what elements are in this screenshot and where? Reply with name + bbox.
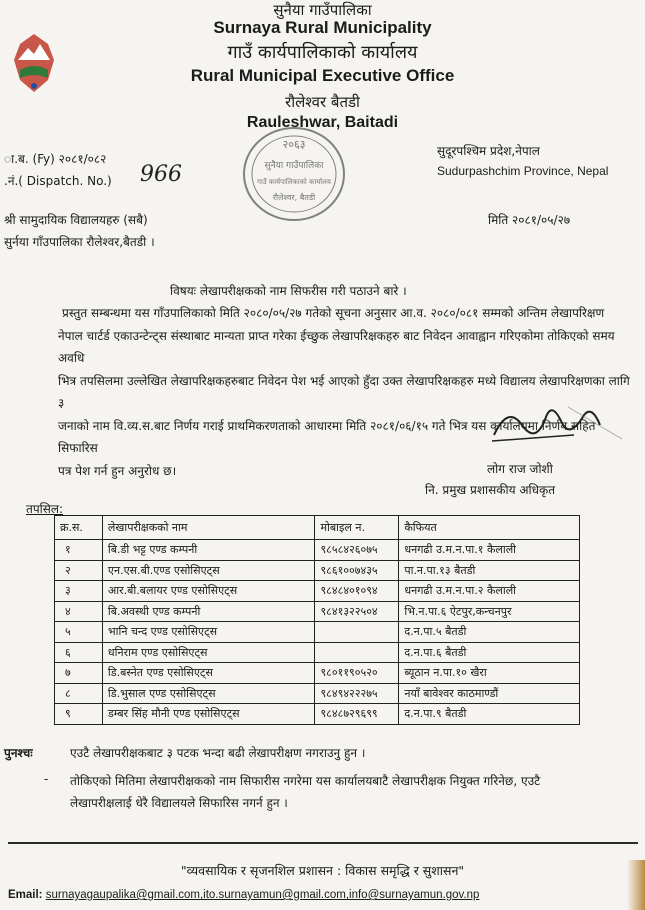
svg-text:२०६३: २०६३	[282, 138, 306, 151]
recipient-line-2: सुर्नया गाँउपालिका रौलेश्वर,बैतडी ।	[4, 235, 155, 249]
office-seal-stamp	[238, 118, 350, 230]
email-label: Email:	[8, 889, 43, 901]
municipality-name-np: सुनैया गाउँपालिका	[273, 1, 372, 19]
table-row: २ एन.एस.बी.एण्ड एसोसिएट्स ९८६१००७४३५ पा.न.पा.१३ बैतडी	[55, 560, 580, 581]
footer-divider	[8, 842, 638, 844]
postscript-note-1: एउटै लेखापरीक्षकबाट ३ पटक भन्दा बढी लेखापरीक्षण नगराउनु हुन ।	[70, 746, 366, 760]
body-line: नेपाल चार्टर्ड एकाउन्टेन्ट्स संस्थाबाट मान्यता प्राप्त गरेका ईच्छुक लेखापरिक्षकहरु बाट निवेदन आवाह्वान गरिएकोमा तोकिएको समय अवधि	[58, 328, 615, 365]
page-edge-shadow	[627, 860, 645, 910]
table-row: ५ भानि चन्द एण्ड एसोसिएट्स द.न.पा.५ बैतडी	[55, 622, 580, 643]
svg-text:रौलेश्वर, बैतडी: रौलेश्वर, बैतडी	[272, 193, 316, 202]
table-row: ७ डि.बस्नेत एण्ड एसोसिएट्स ९८०११९०५२० ब्यूठान न.पा.१० खैरा	[55, 663, 580, 684]
email-link[interactable]: surnayagaupalika@gmail.com,ito.surnayamun@gmail.com,info@surnayamun.gov.np	[45, 889, 480, 901]
office-name-np: गाउँ कार्यपालिकाको कार्यालय	[227, 42, 418, 63]
office-name-en: Rural Municipal Executive Office	[190, 66, 455, 85]
svg-text:गाउँ कार्यपालिकाको कार्यालय: गाउँ कार्यपालिकाको कार्यालय	[257, 178, 331, 186]
table-row: ४ बि.अवस्थी एण्ड कम्पनी ९८४१३२२५०४ भि.न.पा.६ ऐटपुर,कन्चनपुर	[55, 601, 580, 622]
col-header-auditor-name: लेखापरीक्षकको नाम	[102, 516, 315, 540]
recipient-line-1: श्री सामुदायिक विद्यालयहरु (सबै)	[4, 213, 148, 227]
table-row: ९ डम्बर सिंह मौनी एण्ड एसोसिएट्स ९८४८७२९६९९ द.न.पा.९ बैतडी	[55, 704, 580, 725]
footer-email-line	[8, 889, 479, 901]
place-en: Rauleshwar, Baitadi	[246, 114, 399, 131]
postscript-note-2-line-2: लेखापरीक्षलाई धेरै विद्यालयले सिफारिस नगर्न हुन ।	[70, 796, 288, 810]
province-np: सुदूरपश्चिम प्रदेश,नेपाल	[437, 144, 540, 158]
col-header-mobile: मोबाइल न.	[315, 516, 399, 540]
dispatch-number-handwritten: 966	[140, 162, 182, 187]
body-line: प्रस्तुत सम्बन्धमा यस गाँउपालिकाको मिति २०८०/०५/२७ गतेको सूचना अनुसार आ.व. २०८०/०८१ सम्मको अन्तिम लेखापरिक्षण	[62, 306, 605, 320]
postscript-note-2-line-1: तोकिएको मितिमा लेखापरीक्षकको नाम सिफारीस नगरेमा यस कार्यालयबाटै लेखापरीक्षक नियुक्त गरिनेछ, एउटै	[70, 774, 541, 788]
signatory-name: लोग राज जोशी	[487, 462, 553, 476]
body-line: पत्र पेश गर्न हुन अनुरोध छ।	[58, 463, 177, 478]
footer-slogan: "व्यवसायिक र सृजनशिल प्रशासन : विकास समृद्धि र सुशासन"	[180, 863, 465, 878]
letter-subject: विषयः लेखापरीक्षकको नाम सिफरीस गरी पठाउने बारे ।	[170, 284, 407, 298]
table-row: ६ धनिराम एण्ड एसोसिएट्स द.न.पा.६ बैतडी	[55, 642, 580, 663]
table-header-row	[55, 516, 580, 540]
table-row: ३ आर.बी.बलायर एण्ड एसोसिएट्स ९८४८४०१०९४ धनगढी उ.म.न.पा.२ कैलाली	[55, 581, 580, 602]
postscript-label: पुनश्चः	[4, 746, 33, 760]
annex-label: तपसिल:	[26, 502, 64, 516]
col-header-sn: क्र.स.	[55, 516, 103, 540]
table-row: ८ डि.भुसाल एण्ड एसोसिएट्स ९८४९४२२२७५ नयाँ बावेश्वर काठमाण्डौं	[55, 683, 580, 704]
letter-date: मिति २०८१/०५/२७	[488, 213, 571, 227]
svg-text:सुनैया गाउँपालिका: सुनैया गाउँपालिका	[264, 161, 324, 171]
body-line: जनाको नाम वि.व्य.स.बाट निर्णय गराई प्राथमिकरणताको आधारमा मिति २०८१/०६/१५ गते भित्र यस कार्यालयमा निर्णय सहित सिफारिस	[58, 418, 596, 455]
dispatch-number-label: .नं.( Dispatch. No.)	[4, 174, 112, 188]
fiscal-year-label: ा.ब. (Fy) २०८१/०८२	[4, 152, 107, 166]
signatory-title: नि. प्रमुख प्रशासकीय अधिकृत	[425, 483, 556, 497]
letter-body	[58, 302, 638, 482]
signature-mark	[488, 395, 628, 455]
place-np: रौलेश्वर बैतडी	[285, 93, 360, 111]
body-line: भित्र तपसिलमा उल्लेखित लेखापरिक्षकहरुबाट निवेदन पेश भई आएको हुँदा उक्त लेखापरिक्षकहरु मध्ये विद्यालय लेखापरिक्षणका लागि ३	[58, 373, 630, 410]
table-row: १ बि.डी भट्ट एण्ड कम्पनी ९८५८४२६०७५ धनगढी उ.म.न.पा.१ कैलाली	[55, 540, 580, 561]
col-header-remarks: कैफियत	[399, 516, 580, 540]
note-bullet: -	[44, 772, 49, 786]
municipality-name-en: Surnaya Rural Municipality	[213, 18, 432, 37]
province-en: Sudurpashchim Province, Nepal	[437, 164, 609, 178]
auditors-table	[54, 515, 580, 725]
